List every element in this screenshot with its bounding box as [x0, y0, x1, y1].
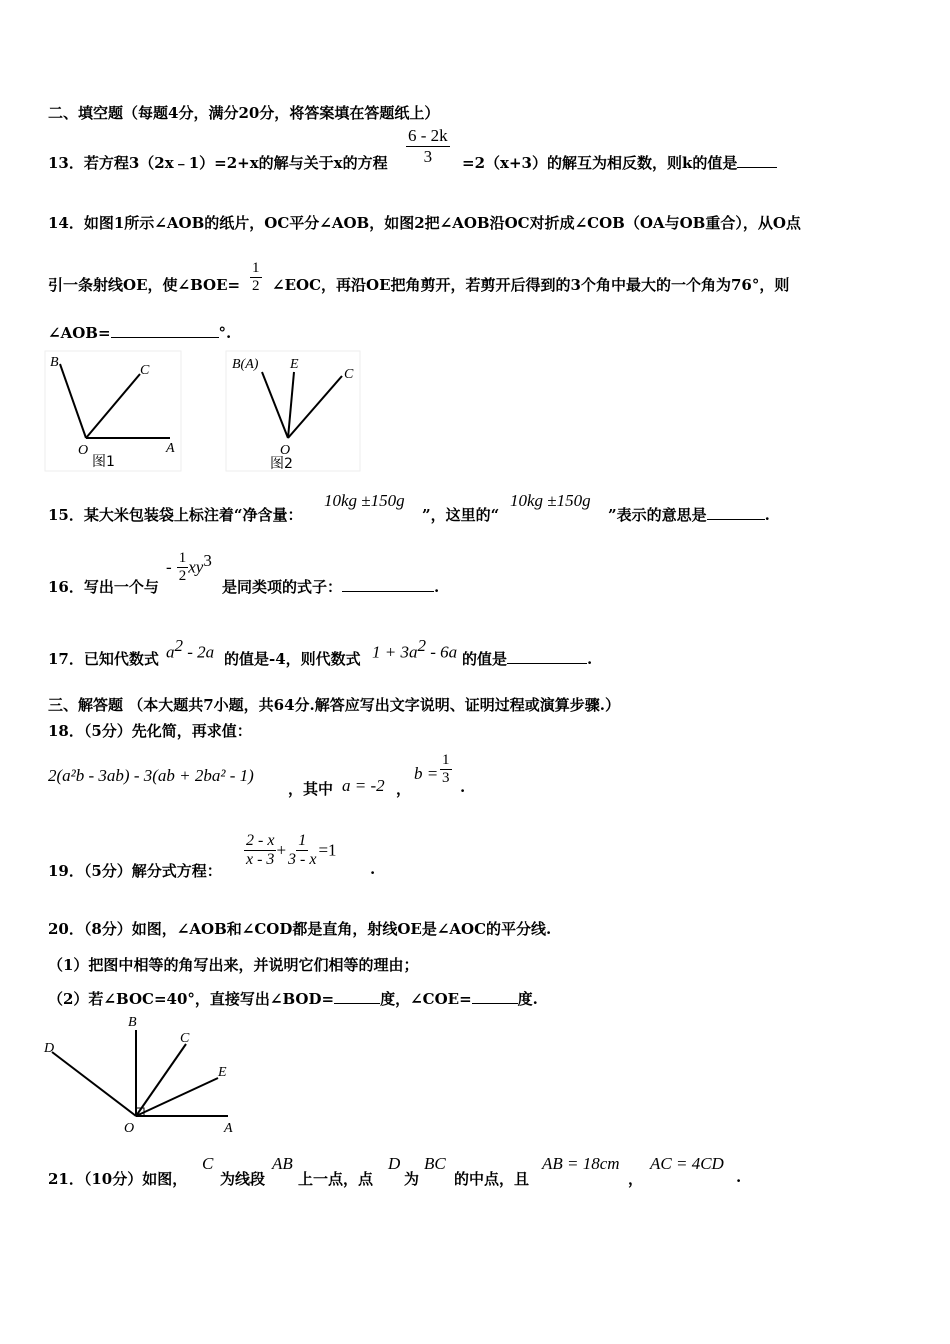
degree-sign: °.	[218, 324, 232, 342]
figure-2-caption: 图2	[270, 456, 293, 472]
question-18-where: ，其中	[288, 780, 334, 798]
fraction-numerator: 1	[177, 550, 189, 568]
expr-part: - 6a	[425, 642, 458, 662]
question-21-t1: 为线段	[220, 1170, 266, 1188]
question-17-expression-2	[372, 636, 457, 663]
fraction-numerator: 1	[296, 832, 308, 851]
figure-1-caption: 图1	[92, 454, 115, 470]
question-18-b-fraction	[440, 752, 452, 788]
ray-oc	[288, 376, 342, 438]
ray-oc	[86, 374, 140, 438]
exponent: 2	[174, 636, 183, 655]
point-c: C	[202, 1154, 214, 1173]
label-b-a: B(A)	[232, 357, 259, 372]
answer-blank[interactable]	[342, 591, 434, 592]
question-15-expression: 10kg ±150g	[324, 491, 405, 510]
question-14-angle-label: ∠AOB=	[48, 324, 111, 342]
question-13-text-end	[462, 152, 777, 173]
section-heading-fill-in: 二、填空题（每题4分，满分20分，将答案填在答题纸上）	[48, 104, 440, 122]
question-18-title: 18．（5分）先化简，再求值：	[48, 722, 252, 740]
question-16-post	[222, 576, 439, 597]
period: .	[434, 578, 440, 596]
fraction-numerator: 1	[440, 752, 452, 770]
question-17-post-text: 的值是	[462, 650, 508, 668]
question-20-part2-post: 度.	[517, 990, 538, 1008]
label-c: C	[344, 367, 354, 382]
label-o: O	[280, 443, 291, 458]
label-c: C	[180, 1031, 190, 1046]
question-20-line2: （1）把图中相等的角写出来，并说明它们相等的理由；	[48, 956, 419, 974]
question-14-line3	[48, 324, 231, 342]
question-20-figure	[40, 1012, 240, 1140]
question-14-line2-pre: 引一条射线OE，使∠BOE=	[48, 276, 241, 294]
equation-ab: AB = 18cm	[542, 1154, 620, 1173]
question-14-half-fraction	[250, 260, 262, 296]
question-18-comma: ，	[396, 780, 412, 798]
fraction-denominator: 3	[442, 770, 450, 787]
question-17-expression-1	[166, 636, 214, 663]
question-18-b-lhs: b =	[414, 764, 439, 783]
expr-part: a	[166, 642, 175, 662]
question-15-post-text: ”表示的意思是	[608, 506, 707, 524]
question-20-part2-mid: 度，∠COE=	[380, 990, 472, 1008]
answer-blank[interactable]	[737, 167, 777, 168]
answer-blank-coe[interactable]	[472, 1003, 518, 1004]
question-18-expression: 2(a²b - 3ab) - 3(ab + 2ba² - 1)	[48, 766, 254, 785]
fraction-denominator: 2	[252, 278, 260, 295]
period: .	[764, 506, 770, 524]
fraction-denominator: x - 3	[246, 851, 275, 869]
answer-blank[interactable]	[111, 337, 219, 338]
exponent: 2	[417, 636, 426, 655]
question-21-pre: 21．（10分）如图，	[48, 1170, 188, 1188]
question-18-a-value: a = -2	[342, 776, 385, 795]
question-19-end: .	[370, 860, 376, 878]
ray-od	[52, 1052, 136, 1116]
label-d: D	[44, 1041, 55, 1056]
question-14-figures	[44, 350, 364, 474]
answer-blank[interactable]	[507, 663, 587, 664]
question-15-mid: ”，这里的“	[422, 506, 500, 524]
question-15-pre: 15．某大米包装袋上标注着“净含量：	[48, 506, 303, 524]
question-17-post	[462, 648, 592, 669]
equation-rhs: =1	[318, 840, 337, 860]
question-13-post: =2（x+3）的解互为相反数，则k的值是	[462, 154, 738, 172]
segment-ab: AB	[272, 1154, 293, 1173]
fraction-denominator: 3	[423, 146, 433, 166]
label-o: O	[124, 1121, 135, 1136]
section-heading-solutions: 三、解答题 （本大题共7小题，共64分.解答应写出文字说明、证明过程或演算步骤.）	[48, 696, 620, 714]
expr-part: - 2a	[183, 642, 215, 662]
question-16-monomial	[166, 550, 212, 586]
figure-1-frame	[45, 351, 181, 471]
plus-sign: +	[276, 840, 287, 860]
question-21-end: .	[736, 1168, 742, 1186]
question-14-line1: 14．如图1所示∠AOB的纸片，OC平分∠AOB，如图2把∠AOB沿OC对折成∠COB（OA与OB重合），从O点	[48, 214, 801, 232]
expr-part: 1 + 3a	[372, 642, 418, 662]
point-d: D	[388, 1154, 401, 1173]
fraction-numerator: 1	[250, 260, 262, 278]
ray-ob	[60, 364, 86, 438]
question-20-part2-pre: （2）若∠BOC=40°，直接写出∠BOD=	[48, 990, 335, 1008]
fraction-denominator: 3 - x	[288, 851, 317, 869]
answer-blank[interactable]	[707, 519, 765, 520]
fraction-numerator: 6 - 2k	[408, 126, 448, 145]
label-e: E	[290, 357, 299, 372]
label-b: B	[50, 355, 59, 370]
question-21-comma: ，	[628, 1170, 644, 1188]
question-17-pre: 17．已知代数式	[48, 650, 159, 668]
question-13-fraction	[406, 126, 450, 166]
label-o: O	[78, 443, 89, 458]
label-c: C	[140, 363, 150, 378]
segment-bc: BC	[424, 1154, 446, 1173]
ray-oe	[288, 372, 294, 438]
question-19-title: 19．（5分）解分式方程：	[48, 862, 222, 880]
fraction-denominator: 2	[178, 568, 187, 585]
exponent: 3	[203, 550, 212, 570]
variables: xy	[188, 557, 204, 577]
question-18-end: .	[460, 778, 466, 796]
minus-sign: -	[166, 557, 172, 577]
question-19-equation	[244, 832, 337, 870]
question-20-line3	[48, 988, 538, 1009]
question-14-line2-post: ∠EOC，再沿OE把角剪开，若剪开后得到的3个角中最大的一个角为76°，则	[272, 276, 790, 294]
question-17-mid: 的值是-4，则代数式	[224, 650, 361, 668]
label-a: A	[224, 1121, 233, 1136]
question-16-post-text: 是同类项的式子：	[222, 578, 343, 596]
fraction-numerator: 2 - x	[244, 832, 276, 851]
question-21-t2: 上一点，点	[298, 1170, 374, 1188]
ray-ob-oa	[262, 372, 288, 438]
equation-ac: AC = 4CD	[650, 1154, 724, 1173]
question-16-pre: 16．写出一个与	[48, 578, 159, 596]
period: .	[587, 650, 593, 668]
label-a: A	[166, 441, 175, 456]
question-21-t4: 的中点，且	[454, 1170, 530, 1188]
question-21-t3: 为	[404, 1170, 420, 1188]
answer-blank-bod[interactable]	[334, 1003, 380, 1004]
question-13-text: 13．若方程3（2x﹣1）=2+x的解与关于x的方程	[48, 154, 388, 172]
question-15-post	[608, 504, 770, 525]
label-e: E	[218, 1065, 227, 1080]
question-20-line1: 20．（8分）如图，∠AOB和∠COD都是直角，射线OE是∠AOC的平分线.	[48, 920, 552, 938]
question-15-expression-repeat: 10kg ±150g	[510, 491, 591, 510]
label-b: B	[128, 1015, 137, 1030]
